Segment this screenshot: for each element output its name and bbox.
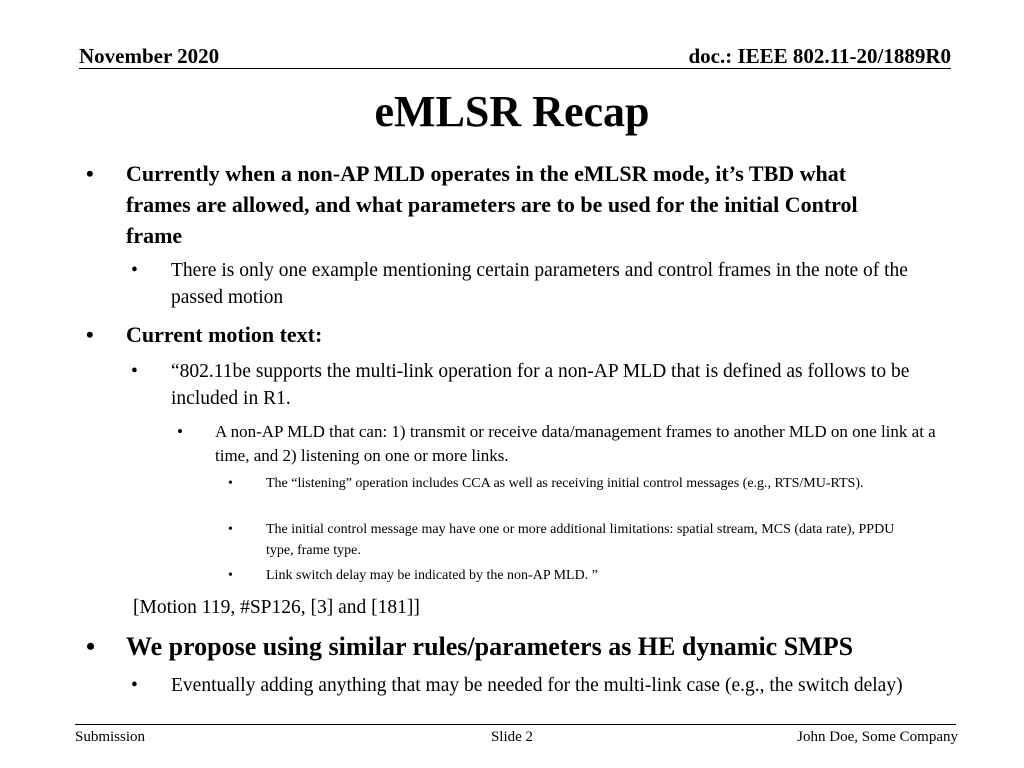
bullet-glyph: • xyxy=(177,422,183,441)
sub-bullet-multilink-additions xyxy=(131,672,931,699)
sub-sub-bullet-mld-definition xyxy=(177,420,937,468)
bullet-glyph: • xyxy=(228,568,233,583)
bullet-glyph: • xyxy=(131,675,138,696)
motion-reference: [Motion 119, #SP126, [3] and [181]] xyxy=(133,597,420,618)
bullet-text: Eventually adding anything that may be needed for the multi-link case (e.g., the switch delay) xyxy=(171,675,903,696)
footer-slide-number: Slide 2 xyxy=(490,729,534,745)
bullet-glyph: • xyxy=(86,161,94,186)
bullet-text: “802.11be supports the multi-link operation for a non-AP MLD that is defined as follows to be included in R1. xyxy=(171,361,910,409)
bullet-glyph: • xyxy=(86,322,94,347)
bullet-text: Currently when a non-AP MLD operates in the eMLSR mode, it’s TBD what frames are allowed, and what parameters are to be used for the initial Control frame xyxy=(126,161,858,248)
bullet-glyph: • xyxy=(86,632,96,661)
bullet-text: We propose using similar rules/parameters as HE dynamic SMPS xyxy=(126,632,854,661)
header-doc-id: doc.: IEEE 802.11-20/1889R0 xyxy=(688,44,951,68)
footer-submission: Submission xyxy=(75,729,146,745)
slide-title: eMLSR Recap xyxy=(374,87,650,136)
bullet-text: The initial control message may have one or more additional limitations: spatial stream, MCS (data rate), PPDU type, frame type. xyxy=(266,522,895,558)
bullet-text: Current motion text: xyxy=(126,322,323,347)
bullet-proposal xyxy=(86,631,916,663)
footer-author: John Doe, Some Company xyxy=(797,729,958,745)
bullet-current-motion-text xyxy=(86,319,916,350)
detail-bullet-switch-delay xyxy=(228,565,908,586)
bullet-current-state xyxy=(86,158,916,251)
footer-divider xyxy=(75,724,956,725)
header-divider xyxy=(79,68,951,69)
header-date: November 2020 xyxy=(79,44,220,68)
detail-bullet-limitations xyxy=(228,519,908,561)
bullet-glyph: • xyxy=(131,260,138,281)
bullet-glyph: • xyxy=(228,522,233,537)
bullet-glyph: • xyxy=(131,361,138,382)
sub-bullet-example-note xyxy=(131,257,931,311)
bullet-text: The “listening” operation includes CCA as well as receiving initial control messages (e.g., RTS/MU-RTS). xyxy=(266,476,864,491)
detail-bullet-listening xyxy=(228,473,908,494)
bullet-glyph: • xyxy=(228,476,233,491)
bullet-text: Link switch delay may be indicated by the non-AP MLD. ” xyxy=(266,568,598,583)
bullet-text: A non-AP MLD that can: 1) transmit or receive data/management frames to another MLD on one link at a time, and 2) listening on one or more links. xyxy=(215,422,936,465)
bullet-text: There is only one example mentioning certain parameters and control frames in the note of the passed motion xyxy=(171,260,908,308)
sub-bullet-motion-quote xyxy=(131,358,931,412)
